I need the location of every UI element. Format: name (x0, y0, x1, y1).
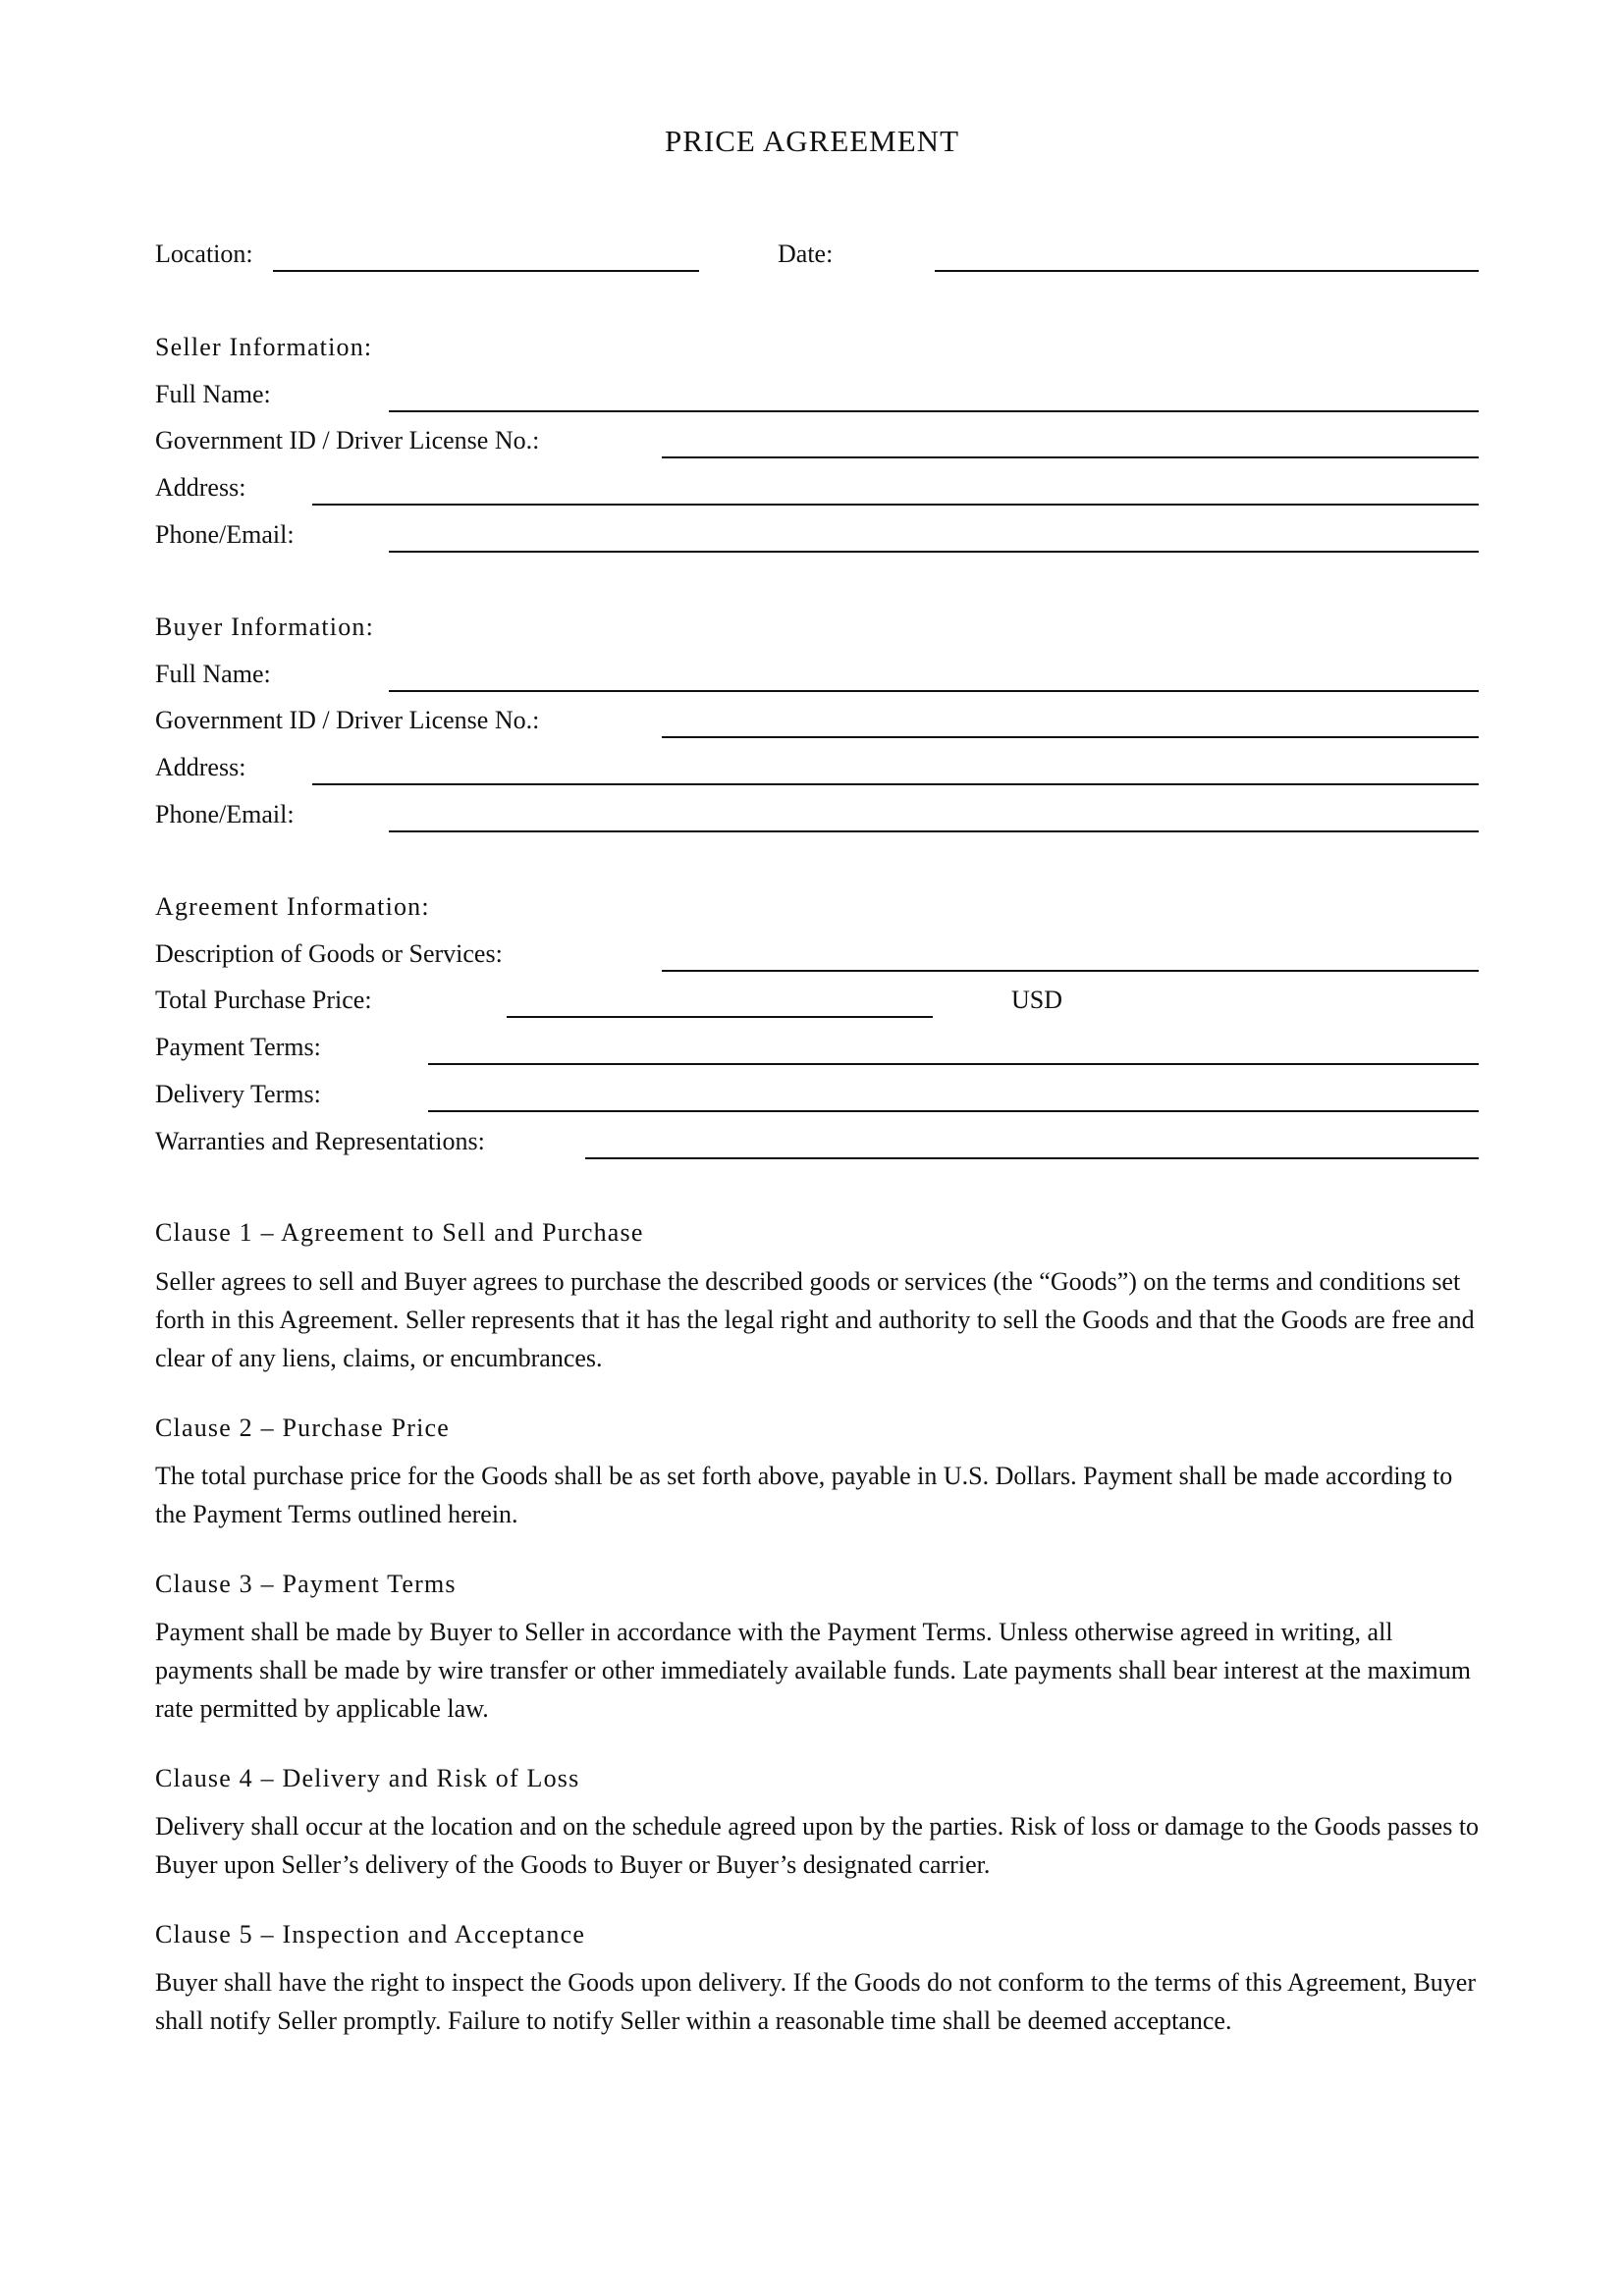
clause-3-body: Payment shall be made by Buyer to Seller in accordance with the Payment Terms. Unless otherwise agreed in writing, all payments shall be made by wire transfer or other immediately available funds. Late payments shall bear interest at the maximum rate permitted by applicable law. (155, 1618, 1472, 1723)
location-field[interactable] (273, 270, 699, 272)
total-price-label: Total Purchase Price: (155, 986, 372, 1014)
currency-label: USD (1011, 986, 1063, 1014)
seller-phone-email-label: Phone/Email: (155, 520, 295, 549)
buyer-address-label: Address: (155, 753, 246, 781)
warranties-label: Warranties and Representations: (155, 1127, 485, 1155)
clause-4-body: Delivery shall occur at the location and on the schedule agreed upon by the parties. Risk of loss or damage to the Goods passes to Buyer upon Seller’s delivery of the Goods to Buyer or Buyer’s designated carrier. (155, 1812, 1480, 1879)
location-label: Location: (155, 240, 253, 268)
seller-gov-id-field[interactable] (662, 456, 1479, 458)
seller-address-field[interactable] (312, 504, 1479, 506)
seller-gov-id-label: Government ID / Driver License No.: (155, 426, 540, 454)
buyer-full-name-label: Full Name: (155, 660, 271, 688)
description-label: Description of Goods or Services: (155, 939, 503, 968)
clause-4-heading: Clause 4 – Delivery and Risk of Loss (155, 1764, 580, 1792)
buyer-phone-email-label: Phone/Email: (155, 800, 295, 828)
seller-phone-email-field[interactable] (389, 551, 1479, 553)
total-price-field[interactable] (507, 1016, 933, 1018)
buyer-address-field[interactable] (312, 783, 1479, 785)
warranties-field[interactable] (585, 1157, 1479, 1159)
clause-1-heading: Clause 1 – Agreement to Sell and Purchase (155, 1218, 644, 1247)
seller-information-heading: Seller Information: (155, 333, 373, 361)
clause-2-body: The total purchase price for the Goods shall be as set forth above, payable in U.S. Dollars. Payment shall be made according to the Payment Terms outlined herein. (155, 1462, 1453, 1528)
buyer-phone-email-field[interactable] (389, 830, 1479, 832)
clause-5-body: Buyer shall have the right to inspect the Goods upon delivery. If the Goods do not conform to the terms of this Agreement, Buyer shall notify Seller promptly. Failure to notify Seller within a reasonable time shall be deemed acceptance. (155, 1968, 1476, 2035)
agreement-information-heading: Agreement Information: (155, 892, 430, 921)
clause-5-heading: Clause 5 – Inspection and Acceptance (155, 1920, 586, 1949)
clause-3-heading: Clause 3 – Payment Terms (155, 1570, 457, 1598)
date-label: Date: (778, 240, 834, 268)
clause-2-heading: Clause 2 – Purchase Price (155, 1414, 451, 1442)
date-field[interactable] (935, 270, 1479, 272)
seller-address-label: Address: (155, 473, 246, 502)
payment-terms-label: Payment Terms: (155, 1033, 321, 1061)
document-title: PRICE AGREEMENT (664, 124, 960, 158)
delivery-terms-field[interactable] (428, 1110, 1479, 1112)
buyer-gov-id-field[interactable] (662, 736, 1479, 738)
description-field[interactable] (662, 970, 1479, 972)
payment-terms-field[interactable] (428, 1063, 1479, 1065)
clause-1-body: Seller agrees to sell and Buyer agrees to purchase the described goods or services (the “Goods”) on the terms and conditions set forth in this Agreement. Seller represents that it has the legal right and authority to sell the Goods and that the Goods are free and clear of any liens, claims, or encumbrances. (155, 1267, 1475, 1372)
seller-full-name-field[interactable] (389, 410, 1479, 412)
buyer-gov-id-label: Government ID / Driver License No.: (155, 706, 540, 734)
buyer-full-name-field[interactable] (389, 690, 1479, 692)
buyer-information-heading: Buyer Information: (155, 613, 375, 641)
seller-full-name-label: Full Name: (155, 380, 271, 408)
delivery-terms-label: Delivery Terms: (155, 1080, 321, 1108)
